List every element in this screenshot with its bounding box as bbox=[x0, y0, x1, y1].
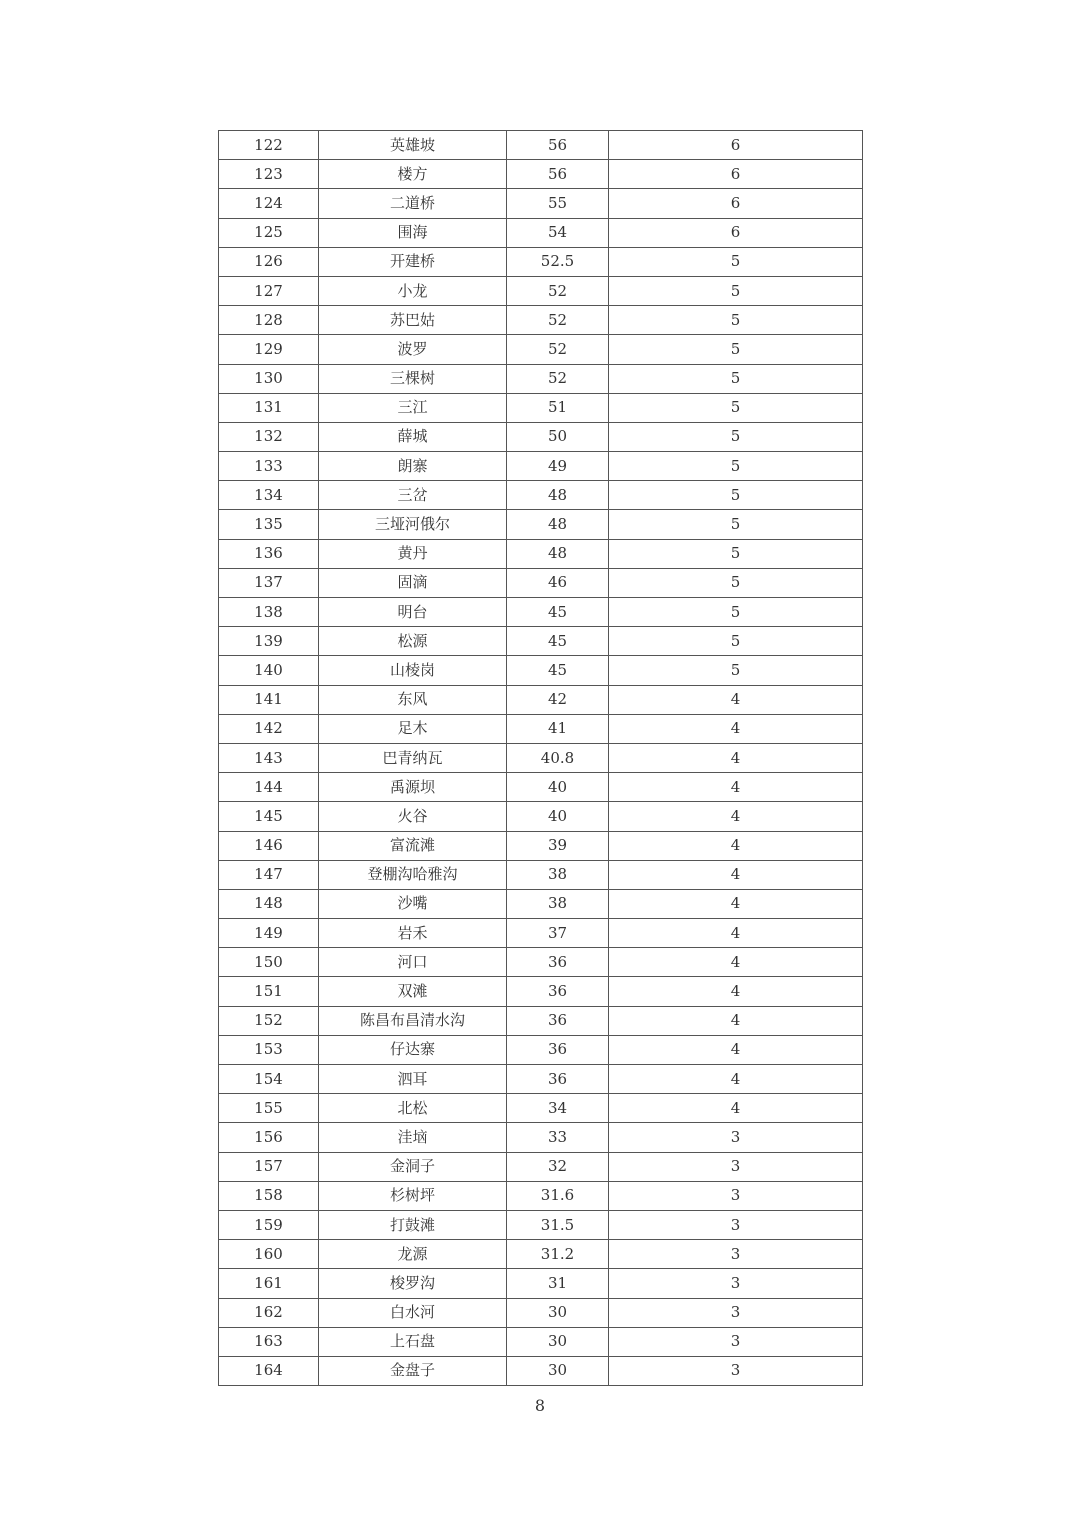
station-name-cell: 北松 bbox=[319, 1094, 507, 1123]
grade-cell: 6 bbox=[609, 131, 863, 160]
table-row bbox=[219, 335, 863, 364]
table-row bbox=[219, 247, 863, 276]
table-row bbox=[219, 948, 863, 977]
table-row bbox=[219, 131, 863, 160]
table-row bbox=[219, 452, 863, 481]
table-row bbox=[219, 773, 863, 802]
row-number-cell: 130 bbox=[219, 364, 319, 393]
station-name-cell: 河口 bbox=[319, 948, 507, 977]
grade-cell: 4 bbox=[609, 889, 863, 918]
station-name-cell: 打鼓滩 bbox=[319, 1210, 507, 1239]
value-cell: 56 bbox=[507, 160, 609, 189]
value-cell: 46 bbox=[507, 568, 609, 597]
station-name-cell: 苏巴姑 bbox=[319, 306, 507, 335]
row-number-cell: 136 bbox=[219, 539, 319, 568]
grade-cell: 4 bbox=[609, 685, 863, 714]
row-number-cell: 155 bbox=[219, 1094, 319, 1123]
station-name-cell: 仔达寨 bbox=[319, 1035, 507, 1064]
station-name-cell: 梭罗沟 bbox=[319, 1269, 507, 1298]
grade-cell: 5 bbox=[609, 627, 863, 656]
row-number-cell: 161 bbox=[219, 1269, 319, 1298]
grade-cell: 6 bbox=[609, 189, 863, 218]
row-number-cell: 125 bbox=[219, 218, 319, 247]
grade-cell: 4 bbox=[609, 743, 863, 772]
row-number-cell: 139 bbox=[219, 627, 319, 656]
value-cell: 54 bbox=[507, 218, 609, 247]
grade-cell: 4 bbox=[609, 977, 863, 1006]
grade-cell: 5 bbox=[609, 481, 863, 510]
station-name-cell: 三垭河俄尔 bbox=[319, 510, 507, 539]
table-row bbox=[219, 393, 863, 422]
row-number-cell: 148 bbox=[219, 889, 319, 918]
table-row bbox=[219, 1006, 863, 1035]
grade-cell: 4 bbox=[609, 802, 863, 831]
table-row bbox=[219, 919, 863, 948]
table-row bbox=[219, 1065, 863, 1094]
station-name-cell: 龙源 bbox=[319, 1240, 507, 1269]
value-cell: 42 bbox=[507, 685, 609, 714]
table-row bbox=[219, 1269, 863, 1298]
table-row bbox=[219, 1094, 863, 1123]
grade-cell: 5 bbox=[609, 452, 863, 481]
value-cell: 36 bbox=[507, 977, 609, 1006]
grade-cell: 5 bbox=[609, 422, 863, 451]
station-name-cell: 山棱岗 bbox=[319, 656, 507, 685]
grade-cell: 3 bbox=[609, 1298, 863, 1327]
table-row bbox=[219, 860, 863, 889]
value-cell: 52 bbox=[507, 276, 609, 305]
table-row bbox=[219, 276, 863, 305]
table-row bbox=[219, 889, 863, 918]
grade-cell: 5 bbox=[609, 393, 863, 422]
table-row bbox=[219, 306, 863, 335]
grade-cell: 3 bbox=[609, 1240, 863, 1269]
value-cell: 33 bbox=[507, 1123, 609, 1152]
value-cell: 48 bbox=[507, 539, 609, 568]
grade-cell: 3 bbox=[609, 1210, 863, 1239]
table-row bbox=[219, 1298, 863, 1327]
table-row bbox=[219, 1123, 863, 1152]
value-cell: 36 bbox=[507, 1006, 609, 1035]
grade-cell: 5 bbox=[609, 656, 863, 685]
row-number-cell: 162 bbox=[219, 1298, 319, 1327]
value-cell: 38 bbox=[507, 860, 609, 889]
grade-cell: 5 bbox=[609, 306, 863, 335]
table-row bbox=[219, 627, 863, 656]
station-name-cell: 陈昌布昌清水沟 bbox=[319, 1006, 507, 1035]
station-name-cell: 固滴 bbox=[319, 568, 507, 597]
value-cell: 49 bbox=[507, 452, 609, 481]
grade-cell: 4 bbox=[609, 860, 863, 889]
table-row bbox=[219, 568, 863, 597]
station-name-cell: 三棵树 bbox=[319, 364, 507, 393]
row-number-cell: 154 bbox=[219, 1065, 319, 1094]
table-row bbox=[219, 160, 863, 189]
grade-cell: 4 bbox=[609, 1094, 863, 1123]
value-cell: 50 bbox=[507, 422, 609, 451]
value-cell: 31 bbox=[507, 1269, 609, 1298]
station-name-cell: 开建桥 bbox=[319, 247, 507, 276]
grade-cell: 6 bbox=[609, 160, 863, 189]
row-number-cell: 151 bbox=[219, 977, 319, 1006]
table-row bbox=[219, 1240, 863, 1269]
grade-cell: 5 bbox=[609, 568, 863, 597]
table-row bbox=[219, 481, 863, 510]
row-number-cell: 135 bbox=[219, 510, 319, 539]
row-number-cell: 128 bbox=[219, 306, 319, 335]
value-cell: 45 bbox=[507, 598, 609, 627]
value-cell: 32 bbox=[507, 1152, 609, 1181]
value-cell: 31.5 bbox=[507, 1210, 609, 1239]
table-row bbox=[219, 656, 863, 685]
grade-cell: 4 bbox=[609, 773, 863, 802]
table-row bbox=[219, 364, 863, 393]
station-name-cell: 岩禾 bbox=[319, 919, 507, 948]
row-number-cell: 122 bbox=[219, 131, 319, 160]
row-number-cell: 158 bbox=[219, 1181, 319, 1210]
value-cell: 52 bbox=[507, 306, 609, 335]
row-number-cell: 126 bbox=[219, 247, 319, 276]
grade-cell: 3 bbox=[609, 1269, 863, 1298]
value-cell: 40 bbox=[507, 773, 609, 802]
value-cell: 30 bbox=[507, 1327, 609, 1356]
row-number-cell: 144 bbox=[219, 773, 319, 802]
value-cell: 38 bbox=[507, 889, 609, 918]
row-number-cell: 145 bbox=[219, 802, 319, 831]
value-cell: 52.5 bbox=[507, 247, 609, 276]
row-number-cell: 129 bbox=[219, 335, 319, 364]
grade-cell: 4 bbox=[609, 831, 863, 860]
grade-cell: 4 bbox=[609, 1006, 863, 1035]
station-name-cell: 楼方 bbox=[319, 160, 507, 189]
table-row bbox=[219, 831, 863, 860]
row-number-cell: 131 bbox=[219, 393, 319, 422]
value-cell: 37 bbox=[507, 919, 609, 948]
station-name-cell: 三江 bbox=[319, 393, 507, 422]
grade-cell: 3 bbox=[609, 1327, 863, 1356]
page-number: 8 bbox=[534, 1396, 546, 1415]
table-row bbox=[219, 1210, 863, 1239]
table-row bbox=[219, 1035, 863, 1064]
station-name-cell: 波罗 bbox=[319, 335, 507, 364]
station-name-cell: 火谷 bbox=[319, 802, 507, 831]
table-row bbox=[219, 743, 863, 772]
row-number-cell: 132 bbox=[219, 422, 319, 451]
row-number-cell: 143 bbox=[219, 743, 319, 772]
table-row bbox=[219, 598, 863, 627]
grade-cell: 5 bbox=[609, 510, 863, 539]
row-number-cell: 149 bbox=[219, 919, 319, 948]
station-name-cell: 足木 bbox=[319, 714, 507, 743]
value-cell: 31.6 bbox=[507, 1181, 609, 1210]
table-row bbox=[219, 1152, 863, 1181]
grade-cell: 5 bbox=[609, 335, 863, 364]
table-body bbox=[219, 131, 863, 1386]
row-number-cell: 138 bbox=[219, 598, 319, 627]
grade-cell: 4 bbox=[609, 714, 863, 743]
row-number-cell: 133 bbox=[219, 452, 319, 481]
row-number-cell: 156 bbox=[219, 1123, 319, 1152]
row-number-cell: 150 bbox=[219, 948, 319, 977]
value-cell: 36 bbox=[507, 1065, 609, 1094]
value-cell: 40.8 bbox=[507, 743, 609, 772]
station-name-cell: 小龙 bbox=[319, 276, 507, 305]
station-name-cell: 围海 bbox=[319, 218, 507, 247]
row-number-cell: 147 bbox=[219, 860, 319, 889]
station-name-cell: 禹源坝 bbox=[319, 773, 507, 802]
grade-cell: 4 bbox=[609, 1035, 863, 1064]
grade-cell: 4 bbox=[609, 948, 863, 977]
grade-cell: 5 bbox=[609, 364, 863, 393]
value-cell: 30 bbox=[507, 1298, 609, 1327]
value-cell: 36 bbox=[507, 1035, 609, 1064]
station-name-cell: 黄丹 bbox=[319, 539, 507, 568]
station-name-cell: 松源 bbox=[319, 627, 507, 656]
station-name-cell: 二道桥 bbox=[319, 189, 507, 218]
table-row bbox=[219, 539, 863, 568]
table-row bbox=[219, 510, 863, 539]
row-number-cell: 152 bbox=[219, 1006, 319, 1035]
grade-cell: 3 bbox=[609, 1152, 863, 1181]
value-cell: 51 bbox=[507, 393, 609, 422]
value-cell: 48 bbox=[507, 481, 609, 510]
station-name-cell: 杉树坪 bbox=[319, 1181, 507, 1210]
table-row bbox=[219, 685, 863, 714]
value-cell: 45 bbox=[507, 627, 609, 656]
station-name-cell: 英雄坡 bbox=[319, 131, 507, 160]
grade-cell: 3 bbox=[609, 1181, 863, 1210]
station-name-cell: 白水河 bbox=[319, 1298, 507, 1327]
table-row bbox=[219, 1181, 863, 1210]
row-number-cell: 137 bbox=[219, 568, 319, 597]
value-cell: 56 bbox=[507, 131, 609, 160]
value-cell: 40 bbox=[507, 802, 609, 831]
station-name-cell: 上石盘 bbox=[319, 1327, 507, 1356]
value-cell: 30 bbox=[507, 1356, 609, 1385]
table-row bbox=[219, 977, 863, 1006]
grade-cell: 4 bbox=[609, 919, 863, 948]
grade-cell: 3 bbox=[609, 1123, 863, 1152]
row-number-cell: 159 bbox=[219, 1210, 319, 1239]
station-name-cell: 三岔 bbox=[319, 481, 507, 510]
data-table bbox=[218, 130, 863, 1386]
row-number-cell: 123 bbox=[219, 160, 319, 189]
station-name-cell: 金洞子 bbox=[319, 1152, 507, 1181]
grade-cell: 5 bbox=[609, 539, 863, 568]
value-cell: 31.2 bbox=[507, 1240, 609, 1269]
value-cell: 52 bbox=[507, 335, 609, 364]
grade-cell: 4 bbox=[609, 1065, 863, 1094]
table-row bbox=[219, 1327, 863, 1356]
station-name-cell: 泗耳 bbox=[319, 1065, 507, 1094]
station-name-cell: 登棚沟哈雅沟 bbox=[319, 860, 507, 889]
station-name-cell: 洼垴 bbox=[319, 1123, 507, 1152]
station-name-cell: 金盘子 bbox=[319, 1356, 507, 1385]
grade-cell: 6 bbox=[609, 218, 863, 247]
row-number-cell: 134 bbox=[219, 481, 319, 510]
value-cell: 36 bbox=[507, 948, 609, 977]
value-cell: 45 bbox=[507, 656, 609, 685]
station-name-cell: 巴青纳瓦 bbox=[319, 743, 507, 772]
row-number-cell: 153 bbox=[219, 1035, 319, 1064]
station-name-cell: 东风 bbox=[319, 685, 507, 714]
station-name-cell: 沙嘴 bbox=[319, 889, 507, 918]
station-name-cell: 朗寨 bbox=[319, 452, 507, 481]
value-cell: 55 bbox=[507, 189, 609, 218]
grade-cell: 3 bbox=[609, 1356, 863, 1385]
value-cell: 48 bbox=[507, 510, 609, 539]
row-number-cell: 164 bbox=[219, 1356, 319, 1385]
grade-cell: 5 bbox=[609, 247, 863, 276]
row-number-cell: 124 bbox=[219, 189, 319, 218]
row-number-cell: 157 bbox=[219, 1152, 319, 1181]
value-cell: 34 bbox=[507, 1094, 609, 1123]
table-row bbox=[219, 218, 863, 247]
value-cell: 39 bbox=[507, 831, 609, 860]
row-number-cell: 140 bbox=[219, 656, 319, 685]
grade-cell: 5 bbox=[609, 598, 863, 627]
table-row bbox=[219, 189, 863, 218]
value-cell: 41 bbox=[507, 714, 609, 743]
row-number-cell: 146 bbox=[219, 831, 319, 860]
table-row bbox=[219, 714, 863, 743]
grade-cell: 5 bbox=[609, 276, 863, 305]
station-name-cell: 明台 bbox=[319, 598, 507, 627]
value-cell: 52 bbox=[507, 364, 609, 393]
row-number-cell: 142 bbox=[219, 714, 319, 743]
station-name-cell: 双滩 bbox=[319, 977, 507, 1006]
station-name-cell: 薛城 bbox=[319, 422, 507, 451]
row-number-cell: 141 bbox=[219, 685, 319, 714]
table-row bbox=[219, 422, 863, 451]
row-number-cell: 163 bbox=[219, 1327, 319, 1356]
table-row bbox=[219, 802, 863, 831]
station-name-cell: 富流滩 bbox=[319, 831, 507, 860]
row-number-cell: 127 bbox=[219, 276, 319, 305]
table-row bbox=[219, 1356, 863, 1385]
row-number-cell: 160 bbox=[219, 1240, 319, 1269]
